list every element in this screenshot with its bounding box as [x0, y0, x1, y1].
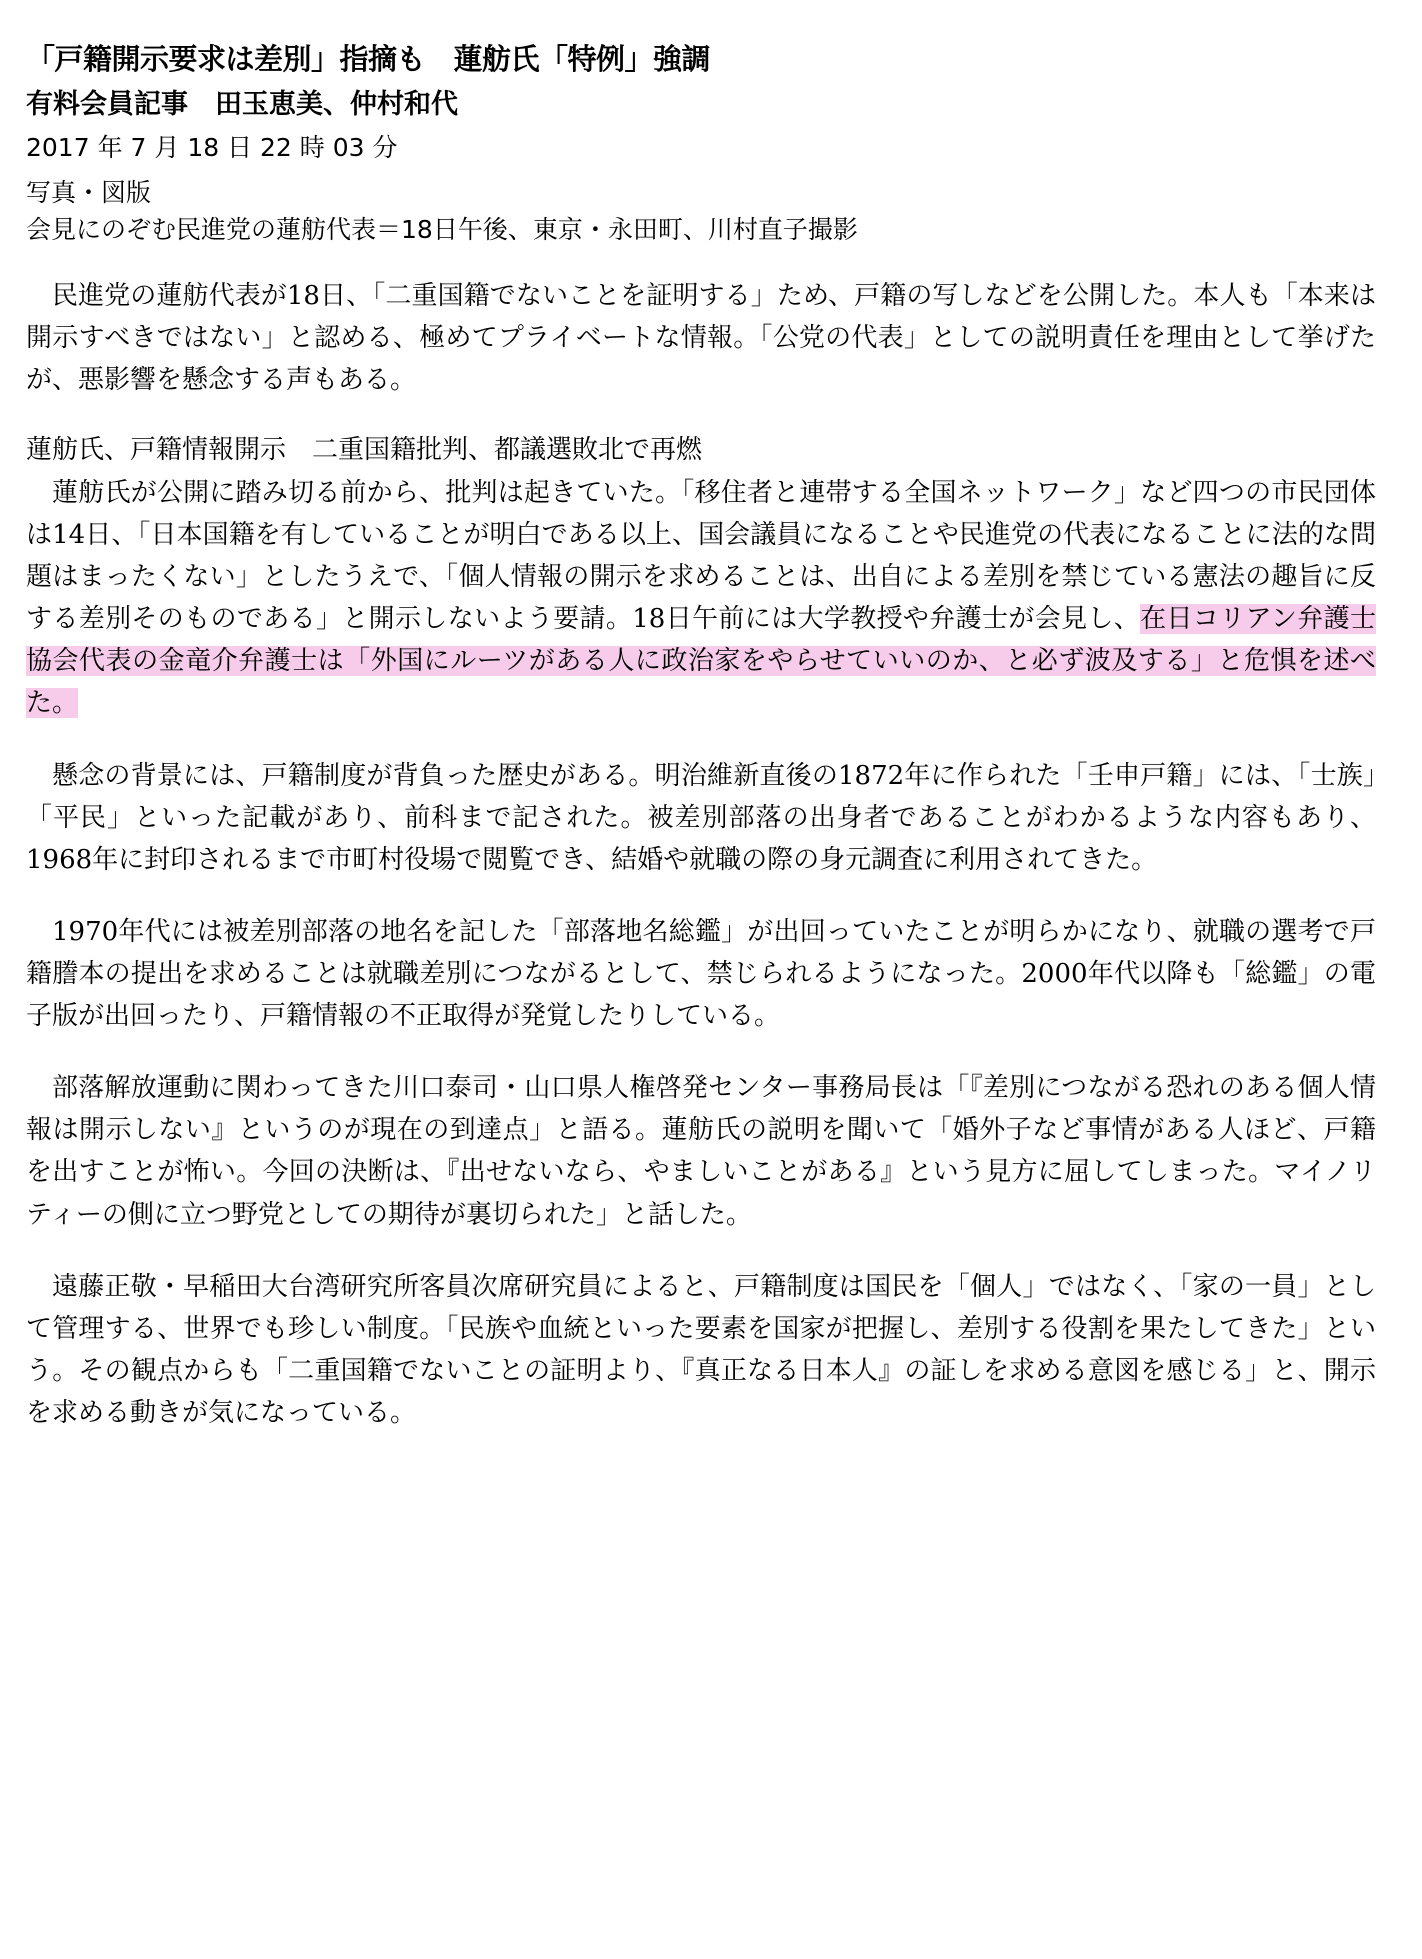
text-run: 蓮舫氏が公開に踏み切る前から、批判は起きていた。「移住者と連帯する全国ネットワーク」など四つの市民団体は14日、「日本国籍を有していることが明白である以上、国会議員になることや民進党の代表になることに法的な問題はまったくない」としたうえで、「個人情報の開示を求めることは、出自による差別を禁じている憲法の趣旨に反する差別そのものである」と開示しないよう要請。18日午前には大学教授や弁護士が会見し、	[26, 477, 1376, 635]
page-title: 「戸籍開示要求は差別」指摘も 蓮舫氏「特例」強調	[26, 42, 711, 76]
article-body	[26, 275, 1376, 1435]
photo-label: 写真・図版	[26, 177, 152, 207]
byline: 有料会員記事 田玉恵美、仲村和代	[26, 89, 458, 121]
text-run: 部落解放運動に関わってきた川口泰司・山口県人権啓発センター事務局長は「『差別につながる恐れのある個人情報は開示しない』というのが現在の到達点」と語る。蓮舫氏の説明を聞いて「婚外子など事情がある人ほど、戸籍を出すことが怖い。今回の決断は、『出せないなら、やましいことがある』という見方に屈してしまった。マイノリティーの側に立つ野党としての期待が裏切られた」と話した。	[26, 1073, 1376, 1230]
body-paragraph	[26, 1067, 1376, 1235]
photo-caption: 会見にのぞむ民進党の蓮舫代表＝18日午後、東京・永田町、川村直子撮影	[26, 214, 858, 244]
section-subheading	[26, 431, 1376, 470]
highlighted-text: 在日コリアン弁護士協会代表の金竜介弁護士は「外国にルーツがある人に政治家をやらせていいのか、と必ず波及する」と危惧を述べた。	[26, 604, 1376, 719]
body-paragraph	[26, 911, 1376, 1037]
text-run: 懸念の背景には、戸籍制度が背負った歴史がある。明治維新直後の1872年に作られた「壬申戸籍」には、「士族」「平民」といった記載があり、前科まで記された。被差別部落の出身者であることがわかるような内容もあり、1968年に封印されるまで市町村役場で閲覧でき、結婚や就職の際の身元調査に利用されてきた。	[26, 760, 1376, 875]
body-paragraph	[26, 755, 1376, 881]
publish-datetime: 2017 年 7 月 18 日 22 時 03 分	[26, 132, 398, 162]
text-run: 蓮舫氏、戸籍情報開示 二重国籍批判、都議選敗北で再燃	[26, 434, 703, 465]
body-paragraph	[26, 1266, 1376, 1434]
text-run: 民進党の蓮舫代表が18日、「二重国籍でないことを証明する」ため、戸籍の写しなどを公開した。本人も「本来は開示すべきではない」と認める、極めてプライベートな情報。「公党の代表」としての説明責任を理由として挙げたが、悪影響を懸念する声もある。	[26, 280, 1376, 395]
text-run: 遠藤正敬・早稲田大台湾研究所客員次席研究員によると、戸籍制度は国民を「個人」ではなく、「家の一員」として管理する、世界でも珍しい制度。「民族や血統といった要素を国家が把握し、差別する役割を果たしてきた」という。その観点からも「二重国籍でないことの証明より、『真正なる日本人』の証しを求める意図を感じる」と、開示を求める動きが気になっている。	[26, 1271, 1376, 1428]
body-paragraph	[26, 472, 1376, 725]
text-run: 1970年代には被差別部落の地名を記した「部落地名総鑑」が出回っていたことが明らかになり、就職の選考で戸籍謄本の提出を求めることは就職差別につながるとして、禁じられるようになった。2000年代以降も「総鑑」の電子版が出回ったり、戸籍情報の不正取得が発覚したりしている。	[26, 916, 1376, 1032]
body-paragraph	[26, 275, 1376, 401]
